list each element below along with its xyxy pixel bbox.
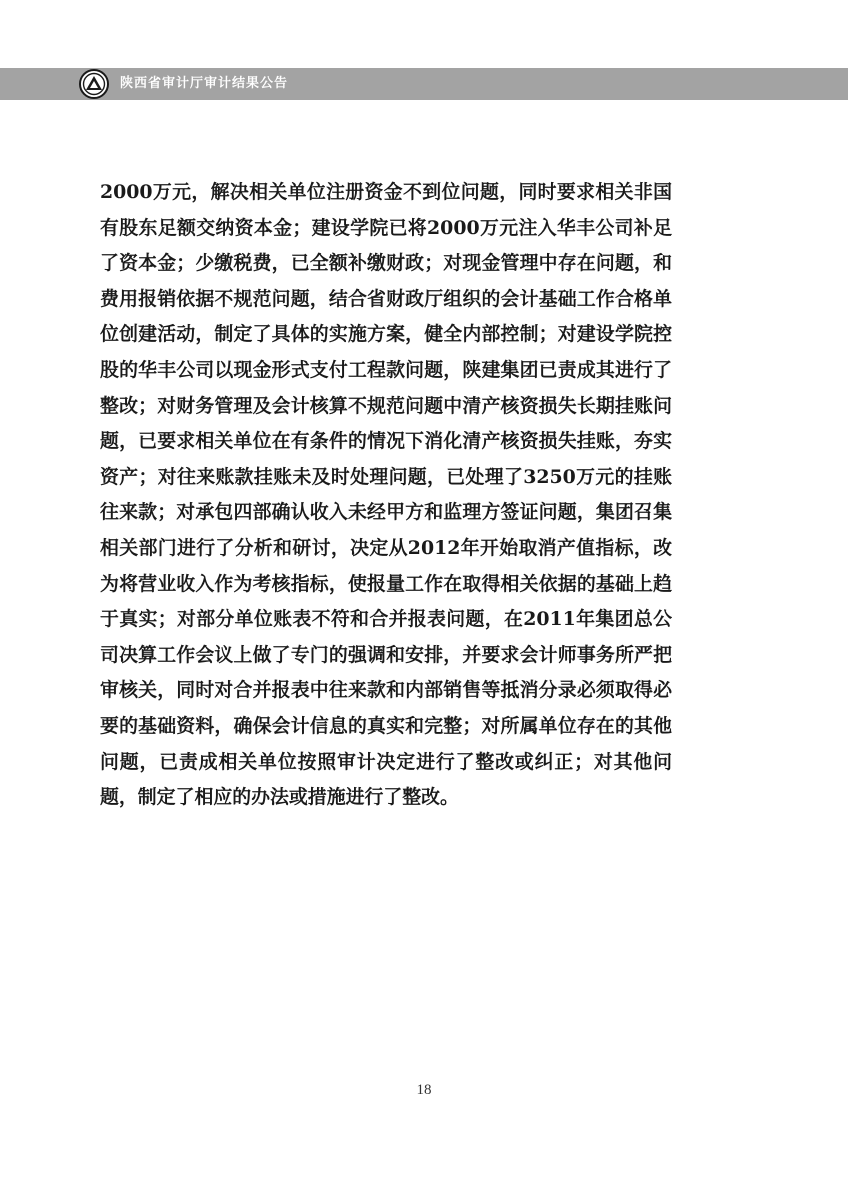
header-title: 陕西省审计厅审计结果公告 xyxy=(120,76,289,91)
audit-emblem-icon xyxy=(79,69,109,99)
body-paragraph: 2000万元，解决相关单位注册资金不到位问题，同时要求相关非国有股东足额交纳资本金；建设学院已将2000万元注入华丰公司补足了资本金；少缴税费，已全额补缴财政；对现金管理中存在问题，和费用报销依据不规范问题，结合省财政厅组织的会计基础工作合格单位创建活动，制定了具体的实施方案，健全内部控制；对建设学院控股的华丰公司以现金形式支付工程款问题，陕建集团已责成其进行了整改；对财务管理及会计核算不规范问题中清产核资损失长期挂账问题，已要求相关单位在有条件的情况下消化清产核资损失挂账，夯实资产；对往来账款挂账未及时处理问题，已处理了3250万元的挂账往来款；对承包四部确认收入未经甲方和监理方签证问题，集团召集相关部门进行了分析和研讨，决定从2012年开始取消产值指标，改为将营业收入作为考核指标，使报量工作在取得相关依据的基础上趋于真实；对部分单位账表不符和合并报表问题，在2011年集团总公司决算工作会议上做了专门的强调和安排，并要求会计师事务所严把审核关，同时对合并报表中往来款和内部销售等抵消分录必须取得必要的基础资料，确保会计信息的真实和完整；对所属单位存在的其他问题，已责成相关单位按照审计决定进行了整改或纠正；对其他问题，制定了相应的办法或措施进行了整改。 xyxy=(100,181,672,809)
page-number: 18 xyxy=(416,1082,432,1098)
